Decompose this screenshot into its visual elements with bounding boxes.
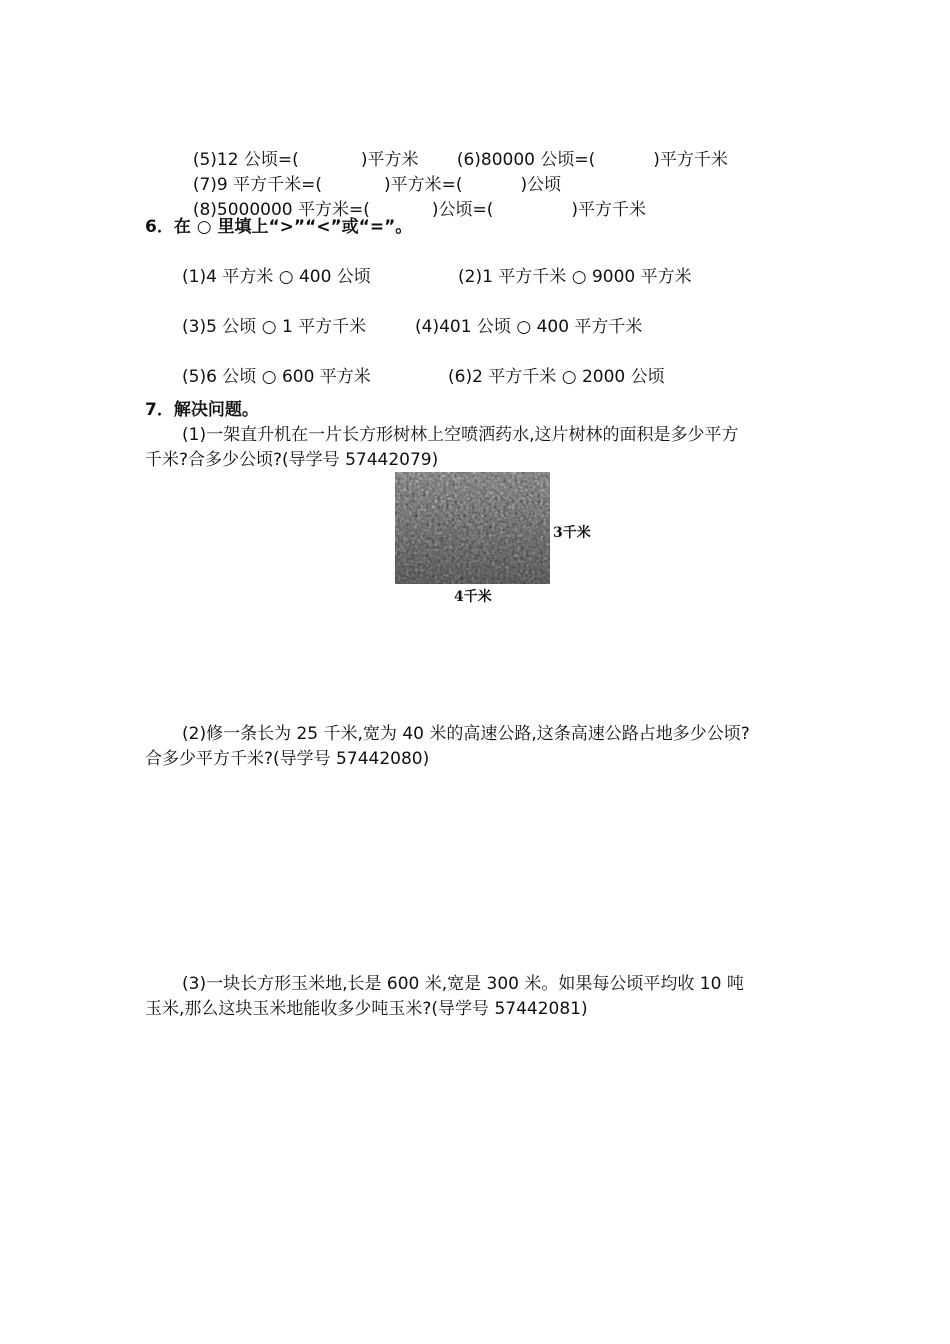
q6-title: 6．在 ○ 里填上“>”“<”或“=”。 <box>145 217 413 237</box>
q7-p2-line2: 合多少平方千米?(导学号 57442080) <box>145 749 430 769</box>
forest-image <box>395 472 550 584</box>
q7-p2-line1: (2)修一条长为 25 千米,宽为 40 米的高速公路,这条高速公路占地多少公顷? <box>182 724 750 744</box>
q7-title: 7．解决问题。 <box>145 400 259 420</box>
q6-item-4: (4)401 公顷 ○ 400 平方千米 <box>415 317 643 337</box>
q5-item-5: (5)12 公顷=( )平方米 <box>192 150 419 170</box>
q7-p1-line2: 千米?合多少公顷?(导学号 57442079) <box>145 450 439 470</box>
q6-item-6: (6)2 平方千米 ○ 2000 公顷 <box>448 367 665 387</box>
forest-width-label: 4千米 <box>454 589 492 605</box>
q5-item-6: (6)80000 公顷=( )平方千米 <box>456 150 728 170</box>
q6-item-5: (5)6 公顷 ○ 600 平方米 <box>182 367 371 387</box>
q7-p3-line1: (3)一块长方形玉米地,长是 600 米,宽是 300 米。如果每公顷平均收 10 吨 <box>182 974 744 994</box>
q7-p1-line1: (1)一架直升机在一片长方形树林上空喷洒药水,这片树林的面积是多少平方 <box>182 425 739 445</box>
q6-item-2: (2)1 平方千米 ○ 9000 平方米 <box>458 267 692 287</box>
q7-p3-line2: 玉米,那么这块玉米地能收多少吨玉米?(导学号 57442081) <box>145 999 588 1019</box>
q6-item-3: (3)5 公顷 ○ 1 平方千米 <box>182 317 367 337</box>
q6-item-1: (1)4 平方米 ○ 400 公顷 <box>182 267 371 287</box>
forest-height-label: 3千米 <box>553 525 591 541</box>
q5-item-8: (8)5000000 平方米=( )公顷=( )平方千米 <box>192 200 647 220</box>
q5-item-7: (7)9 平方千米=( )平方米=( )公顷 <box>192 175 562 195</box>
